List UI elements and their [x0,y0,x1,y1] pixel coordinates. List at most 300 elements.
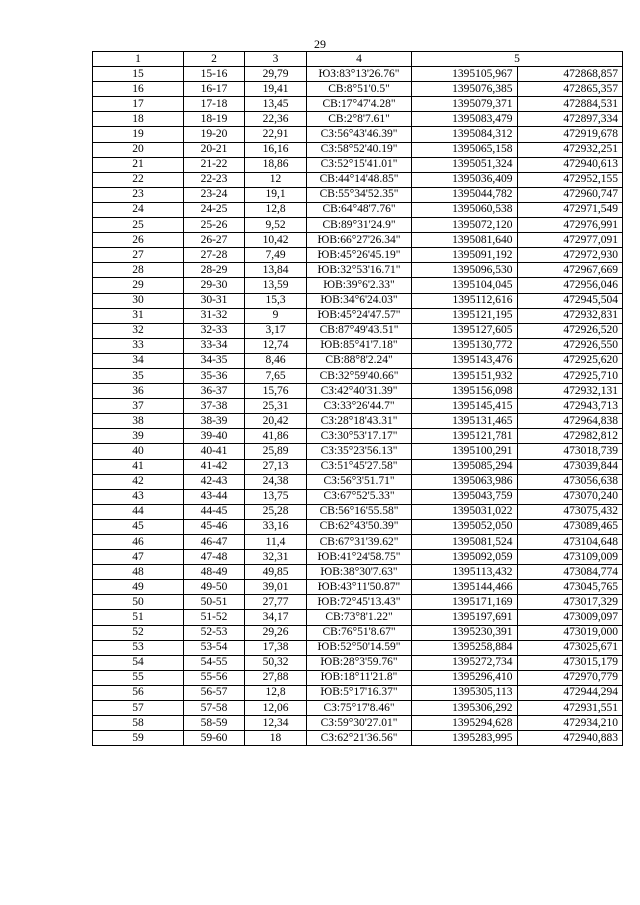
cell-distance: 29,79 [245,67,307,82]
cell-segment: 31-32 [184,308,245,323]
column-header-4: 4 [307,52,412,67]
cell-distance: 22,36 [245,112,307,127]
table-row [93,202,623,217]
cell-bearing: СЗ:56°43'46.39" [307,127,412,142]
table-row [93,384,623,399]
cell-bearing: ЮВ:38°30'7.63" [307,565,412,580]
cell-coordinate-y: 473075,432 [517,504,623,519]
cell-segment: 57-58 [184,701,245,716]
cell-bearing: СВ:62°43'50.39" [307,519,412,534]
cell-distance: 18 [245,731,307,746]
cell-point-number: 18 [93,112,184,127]
cell-segment: 48-49 [184,565,245,580]
cell-segment: 19-20 [184,127,245,142]
cell-point-number: 40 [93,444,184,459]
cell-coordinate-y: 472925,620 [517,353,623,368]
table-row [93,368,623,383]
cell-coordinate-x: 1395143,476 [412,353,518,368]
cell-distance: 20,42 [245,414,307,429]
cell-bearing: СЗ:59°30'27.01" [307,716,412,731]
cell-point-number: 15 [93,67,184,82]
table-row [93,429,623,444]
cell-coordinate-x: 1395076,385 [412,82,518,97]
cell-bearing: СЗ:52°15'41.01" [307,157,412,172]
cell-segment: 18-19 [184,112,245,127]
cell-distance: 32,31 [245,550,307,565]
cell-segment: 39-40 [184,429,245,444]
cell-bearing: СВ:55°34'52.35" [307,187,412,202]
cell-coordinate-x: 1395092,059 [412,550,518,565]
table-row [93,278,623,293]
cell-segment: 43-44 [184,489,245,504]
cell-coordinate-x: 1395306,292 [412,701,518,716]
cell-segment: 54-55 [184,655,245,670]
cell-coordinate-y: 473017,329 [517,595,623,610]
cell-coordinate-x: 1395096,530 [412,263,518,278]
cell-coordinate-y: 472972,930 [517,248,623,263]
column-header-2: 2 [184,52,245,67]
cell-point-number: 44 [93,504,184,519]
cell-coordinate-y: 472932,831 [517,308,623,323]
cell-distance: 17,38 [245,640,307,655]
cell-coordinate-y: 472931,551 [517,701,623,716]
table-row [93,640,623,655]
cell-coordinate-x: 1395052,050 [412,519,518,534]
cell-segment: 28-29 [184,263,245,278]
cell-coordinate-x: 1395085,294 [412,459,518,474]
cell-coordinate-y: 473025,671 [517,640,623,655]
cell-point-number: 24 [93,202,184,217]
cell-coordinate-x: 1395272,734 [412,655,518,670]
column-header-5: 5 [412,52,623,67]
table-row [93,550,623,565]
cell-point-number: 27 [93,248,184,263]
cell-bearing: СВ:2°8'7.61" [307,112,412,127]
cell-coordinate-x: 1395112,616 [412,293,518,308]
cell-coordinate-y: 473089,465 [517,519,623,534]
cell-segment: 38-39 [184,414,245,429]
cell-coordinate-x: 1395081,640 [412,233,518,248]
cell-coordinate-y: 472971,549 [517,202,623,217]
cell-coordinate-y: 473070,240 [517,489,623,504]
table-row [93,187,623,202]
cell-coordinate-x: 1395230,391 [412,625,518,640]
cell-segment: 58-59 [184,716,245,731]
cell-bearing: СВ:17°47'4.28" [307,97,412,112]
column-header-3: 3 [245,52,307,67]
cell-coordinate-y: 472982,812 [517,429,623,444]
cell-bearing: ЮВ:28°3'59.76" [307,655,412,670]
cell-segment: 15-16 [184,67,245,82]
cell-bearing: ЮВ:43°11'50.87" [307,580,412,595]
cell-distance: 15,76 [245,384,307,399]
cell-bearing: ЮВ:5°17'16.37" [307,685,412,700]
cell-coordinate-x: 1395083,479 [412,112,518,127]
cell-point-number: 52 [93,625,184,640]
cell-coordinate-x: 1395084,312 [412,127,518,142]
cell-distance: 13,84 [245,263,307,278]
cell-bearing: ЮВ:66°27'26.34" [307,233,412,248]
cell-coordinate-y: 472952,155 [517,172,623,187]
table-row [93,82,623,97]
cell-segment: 51-52 [184,610,245,625]
cell-coordinate-y: 473056,638 [517,474,623,489]
cell-segment: 40-41 [184,444,245,459]
table-row [93,157,623,172]
cell-coordinate-x: 1395060,538 [412,202,518,217]
cell-coordinate-x: 1395197,691 [412,610,518,625]
cell-distance: 10,42 [245,233,307,248]
cell-coordinate-x: 1395305,113 [412,685,518,700]
cell-bearing: ЮВ:72°45'13.43" [307,595,412,610]
cell-distance: 19,1 [245,187,307,202]
table-row [93,519,623,534]
cell-distance: 34,17 [245,610,307,625]
cell-coordinate-x: 1395296,410 [412,670,518,685]
cell-distance: 19,41 [245,82,307,97]
cell-coordinate-y: 472976,991 [517,218,623,233]
cell-segment: 33-34 [184,338,245,353]
cell-distance: 9 [245,308,307,323]
cell-segment: 21-22 [184,157,245,172]
cell-coordinate-x: 1395294,628 [412,716,518,731]
table-row [93,504,623,519]
cell-coordinate-x: 1395091,192 [412,248,518,263]
cell-coordinate-y: 473018,739 [517,444,623,459]
cell-point-number: 55 [93,670,184,685]
cell-distance: 8,46 [245,353,307,368]
cell-segment: 44-45 [184,504,245,519]
cell-coordinate-x: 1395151,932 [412,368,518,383]
cell-bearing: СВ:89°31'24.9" [307,218,412,233]
table-row [93,459,623,474]
cell-coordinate-y: 472932,131 [517,384,623,399]
cell-bearing: СВ:8°51'0.5" [307,82,412,97]
cell-point-number: 39 [93,429,184,444]
cell-point-number: 25 [93,218,184,233]
cell-segment: 20-21 [184,142,245,157]
cell-point-number: 54 [93,655,184,670]
table-row [93,323,623,338]
cell-distance: 12,8 [245,202,307,217]
cell-bearing: ЮВ:18°11'21.8" [307,670,412,685]
cell-distance: 13,45 [245,97,307,112]
cell-bearing: ЮВ:45°26'45.19" [307,248,412,263]
cell-coordinate-y: 473019,000 [517,625,623,640]
cell-segment: 32-33 [184,323,245,338]
cell-coordinate-y: 473045,765 [517,580,623,595]
cell-point-number: 31 [93,308,184,323]
cell-bearing: СЗ:42°40'31.39" [307,384,412,399]
table-row [93,595,623,610]
cell-point-number: 17 [93,97,184,112]
cell-bearing: СВ:64°48'7.76" [307,202,412,217]
cell-distance: 27,13 [245,459,307,474]
cell-coordinate-y: 472960,747 [517,187,623,202]
cell-bearing: ЮЗ:83°13'26.76" [307,67,412,82]
cell-point-number: 48 [93,565,184,580]
table-row [93,97,623,112]
cell-distance: 33,16 [245,519,307,534]
cell-coordinate-x: 1395044,782 [412,187,518,202]
table-row [93,112,623,127]
cell-coordinate-x: 1395036,409 [412,172,518,187]
cell-distance: 12,74 [245,338,307,353]
cell-bearing: ЮВ:34°6'24.03" [307,293,412,308]
cell-coordinate-y: 473109,009 [517,550,623,565]
cell-point-number: 57 [93,701,184,716]
cell-segment: 36-37 [184,384,245,399]
table-body [93,67,623,746]
cell-segment: 34-35 [184,353,245,368]
cell-coordinate-x: 1395121,781 [412,429,518,444]
cell-bearing: ЮВ:32°53'16.71" [307,263,412,278]
table-row [93,655,623,670]
cell-coordinate-x: 1395127,605 [412,323,518,338]
cell-segment: 25-26 [184,218,245,233]
cell-coordinate-x: 1395063,986 [412,474,518,489]
cell-point-number: 37 [93,399,184,414]
cell-coordinate-x: 1395051,324 [412,157,518,172]
cell-bearing: СВ:88°8'2.24" [307,353,412,368]
cell-distance: 49,85 [245,565,307,580]
table-row [93,474,623,489]
cell-point-number: 23 [93,187,184,202]
cell-bearing: ЮВ:45°24'47.57" [307,308,412,323]
cell-coordinate-y: 472932,251 [517,142,623,157]
cell-distance: 25,89 [245,444,307,459]
cell-point-number: 46 [93,535,184,550]
cell-distance: 15,3 [245,293,307,308]
cell-bearing: СВ:32°59'40.66" [307,368,412,383]
cell-segment: 30-31 [184,293,245,308]
table-row [93,535,623,550]
cell-segment: 46-47 [184,535,245,550]
table-row [93,565,623,580]
cell-point-number: 22 [93,172,184,187]
cell-point-number: 33 [93,338,184,353]
table-row [93,685,623,700]
table-header-row [93,52,623,67]
coordinates-table [92,51,623,746]
cell-point-number: 32 [93,323,184,338]
cell-point-number: 34 [93,353,184,368]
cell-distance: 29,26 [245,625,307,640]
cell-coordinate-y: 472884,531 [517,97,623,112]
table-row [93,444,623,459]
table-row [93,489,623,504]
cell-segment: 35-36 [184,368,245,383]
cell-distance: 25,31 [245,399,307,414]
cell-coordinate-x: 1395145,415 [412,399,518,414]
cell-segment: 52-53 [184,625,245,640]
cell-segment: 37-38 [184,399,245,414]
table-row [93,399,623,414]
cell-coordinate-y: 472956,046 [517,278,623,293]
cell-coordinate-y: 472897,334 [517,112,623,127]
cell-bearing: СЗ:56°3'51.71" [307,474,412,489]
cell-distance: 7,65 [245,368,307,383]
cell-bearing: СЗ:30°53'17.17" [307,429,412,444]
table-row [93,172,623,187]
table-row [93,670,623,685]
cell-bearing: ЮВ:39°6'2.33" [307,278,412,293]
table-row [93,580,623,595]
cell-distance: 22,91 [245,127,307,142]
cell-bearing: ЮВ:41°24'58.75" [307,550,412,565]
cell-bearing: ЮВ:52°50'14.59" [307,640,412,655]
table-row [93,338,623,353]
cell-segment: 47-48 [184,550,245,565]
cell-bearing: СЗ:51°45'27.58" [307,459,412,474]
cell-distance: 24,38 [245,474,307,489]
cell-coordinate-x: 1395079,371 [412,97,518,112]
cell-distance: 18,86 [245,157,307,172]
cell-segment: 59-60 [184,731,245,746]
table-row [93,414,623,429]
cell-coordinate-y: 472967,669 [517,263,623,278]
cell-segment: 23-24 [184,187,245,202]
table-row [93,233,623,248]
table-row [93,127,623,142]
cell-coordinate-y: 472919,678 [517,127,623,142]
cell-coordinate-y: 473009,097 [517,610,623,625]
table-row [93,218,623,233]
cell-bearing: СЗ:35°23'56.13" [307,444,412,459]
table-row [93,263,623,278]
table-row [93,716,623,731]
cell-point-number: 21 [93,157,184,172]
cell-segment: 24-25 [184,202,245,217]
cell-distance: 16,16 [245,142,307,157]
cell-segment: 17-18 [184,97,245,112]
cell-distance: 12,06 [245,701,307,716]
cell-distance: 12 [245,172,307,187]
table-row [93,308,623,323]
cell-coordinate-y: 472940,613 [517,157,623,172]
cell-bearing: СВ:76°51'8.67" [307,625,412,640]
cell-coordinate-y: 472970,779 [517,670,623,685]
cell-distance: 12,34 [245,716,307,731]
cell-coordinate-y: 472940,883 [517,731,623,746]
cell-coordinate-x: 1395105,967 [412,67,518,82]
cell-coordinate-x: 1395072,120 [412,218,518,233]
cell-point-number: 43 [93,489,184,504]
page-number: 29 [314,37,326,51]
cell-segment: 50-51 [184,595,245,610]
cell-bearing: СЗ:75°17'8.46" [307,701,412,716]
cell-coordinate-y: 472977,091 [517,233,623,248]
cell-point-number: 16 [93,82,184,97]
cell-bearing: СЗ:62°21'36.56" [307,731,412,746]
cell-bearing: СЗ:28°18'43.31" [307,414,412,429]
cell-coordinate-x: 1395081,524 [412,535,518,550]
cell-coordinate-y: 472926,550 [517,338,623,353]
cell-distance: 25,28 [245,504,307,519]
table-row [93,610,623,625]
cell-bearing: СВ:44°14'48.85" [307,172,412,187]
cell-coordinate-x: 1395043,759 [412,489,518,504]
column-header-1: 1 [93,52,184,67]
cell-point-number: 38 [93,414,184,429]
cell-point-number: 26 [93,233,184,248]
cell-coordinate-y: 472926,520 [517,323,623,338]
cell-point-number: 49 [93,580,184,595]
cell-point-number: 42 [93,474,184,489]
cell-coordinate-x: 1395100,291 [412,444,518,459]
cell-point-number: 29 [93,278,184,293]
cell-coordinate-y: 473084,774 [517,565,623,580]
cell-point-number: 51 [93,610,184,625]
cell-coordinate-y: 473039,844 [517,459,623,474]
cell-coordinate-y: 472934,210 [517,716,623,731]
cell-coordinate-x: 1395031,022 [412,504,518,519]
cell-coordinate-x: 1395104,045 [412,278,518,293]
cell-coordinate-y: 472944,294 [517,685,623,700]
cell-point-number: 20 [93,142,184,157]
cell-coordinate-x: 1395156,098 [412,384,518,399]
cell-bearing: СЗ:67°52'5.33" [307,489,412,504]
cell-distance: 41,86 [245,429,307,444]
cell-point-number: 47 [93,550,184,565]
cell-point-number: 30 [93,293,184,308]
cell-segment: 56-57 [184,685,245,700]
cell-coordinate-y: 473104,648 [517,535,623,550]
cell-bearing: СВ:87°49'43.51" [307,323,412,338]
cell-point-number: 28 [93,263,184,278]
cell-coordinate-y: 472943,713 [517,399,623,414]
cell-distance: 50,32 [245,655,307,670]
cell-coordinate-x: 1395113,432 [412,565,518,580]
table-row [93,625,623,640]
cell-segment: 55-56 [184,670,245,685]
cell-coordinate-y: 472868,857 [517,67,623,82]
cell-coordinate-y: 472865,357 [517,82,623,97]
cell-coordinate-y: 472925,710 [517,368,623,383]
cell-coordinate-y: 472945,504 [517,293,623,308]
cell-segment: 45-46 [184,519,245,534]
cell-distance: 39,01 [245,580,307,595]
cell-coordinate-x: 1395144,466 [412,580,518,595]
table-row [93,731,623,746]
cell-coordinate-x: 1395171,169 [412,595,518,610]
cell-bearing: СВ:73°8'1.22" [307,610,412,625]
cell-bearing: ЮВ:85°41'7.18" [307,338,412,353]
cell-coordinate-x: 1395258,884 [412,640,518,655]
cell-coordinate-x: 1395065,158 [412,142,518,157]
table-row [93,701,623,716]
cell-bearing: СВ:56°16'55.58" [307,504,412,519]
cell-point-number: 36 [93,384,184,399]
table-row [93,293,623,308]
cell-segment: 26-27 [184,233,245,248]
table-row [93,353,623,368]
cell-coordinate-x: 1395121,195 [412,308,518,323]
table-row [93,248,623,263]
cell-distance: 27,77 [245,595,307,610]
cell-segment: 53-54 [184,640,245,655]
cell-segment: 29-30 [184,278,245,293]
cell-point-number: 58 [93,716,184,731]
cell-point-number: 19 [93,127,184,142]
cell-segment: 22-23 [184,172,245,187]
cell-distance: 13,59 [245,278,307,293]
cell-distance: 27,88 [245,670,307,685]
cell-distance: 12,8 [245,685,307,700]
cell-coordinate-x: 1395283,995 [412,731,518,746]
table-row [93,142,623,157]
cell-segment: 42-43 [184,474,245,489]
